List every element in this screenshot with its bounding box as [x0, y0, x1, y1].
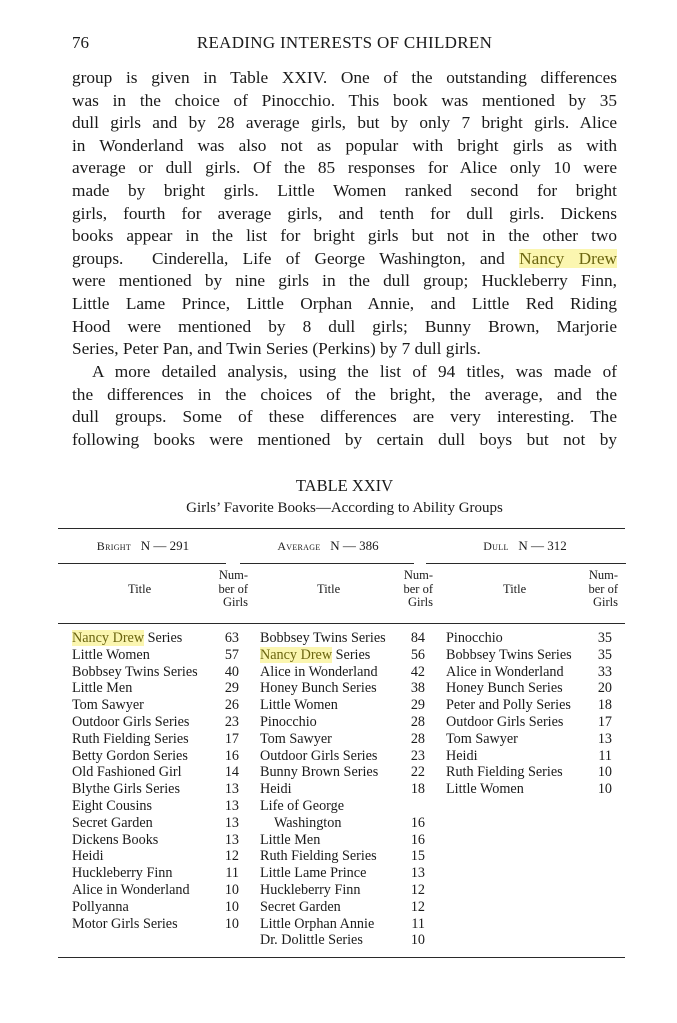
- column-dull: [446, 630, 612, 798]
- book-title: [72, 680, 132, 697]
- book-title: [72, 798, 152, 815]
- table-bottom-rule: [58, 957, 625, 958]
- number-of-girls: 13: [224, 831, 239, 848]
- highlight-nancy-drew: Nancy Drew: [72, 630, 145, 646]
- title-text: Old Fashioned Girl: [72, 764, 182, 781]
- text-line: books appear in the list for bright girls but not in the other two: [72, 226, 617, 246]
- book-title: [72, 647, 150, 664]
- number-of-girls: 33: [597, 663, 612, 680]
- group-header-dull: [430, 538, 620, 554]
- title-text: Tom Sawyer: [260, 730, 332, 747]
- table-row: [72, 731, 239, 748]
- table-row: [260, 899, 425, 916]
- col-header-number: [385, 569, 433, 610]
- number-of-girls: 16: [224, 747, 239, 764]
- book-title: [72, 832, 158, 849]
- title-text: Alice in Wonderland: [446, 663, 564, 680]
- table-row: [260, 680, 425, 697]
- table-row: [260, 647, 425, 664]
- book-title: [72, 848, 104, 865]
- number-of-girls: 40: [224, 663, 239, 680]
- title-text: Pinocchio: [446, 630, 503, 646]
- book-title: [72, 697, 144, 714]
- running-header: [72, 33, 617, 57]
- number-of-girls: 35: [597, 630, 612, 646]
- number-of-girls: 23: [410, 747, 425, 764]
- col-header-line: Num-: [403, 568, 433, 582]
- title-text: Outdoor Girls Series: [446, 713, 564, 730]
- number-of-girls: 10: [224, 898, 239, 915]
- col-header-number: [200, 569, 248, 610]
- table-row: [72, 832, 239, 849]
- number-of-girls: 29: [224, 680, 239, 697]
- col-header-title: Title: [317, 582, 341, 596]
- column-average: [260, 630, 425, 949]
- title-text: Ruth Fielding Series: [446, 764, 563, 781]
- title-text: Motor Girls Series: [72, 915, 178, 932]
- number-of-girls: 12: [410, 898, 425, 915]
- group-header-bright: [58, 538, 228, 554]
- table-row: [446, 630, 612, 647]
- book-title: [446, 697, 571, 714]
- group-n: N — 312: [518, 538, 567, 553]
- number-of-girls: 16: [410, 814, 425, 831]
- text-line: dull girls and by 28 average girls, but by only 7 bright girls. Alice: [72, 113, 617, 133]
- book-title: [446, 680, 563, 697]
- title-text: Ruth Fielding Series: [72, 730, 189, 747]
- number-of-girls: 14: [224, 764, 239, 781]
- number-of-girls: 12: [410, 881, 425, 898]
- book-title: [446, 764, 563, 781]
- title-text: Honey Bunch Series: [446, 680, 563, 697]
- table-row: [446, 731, 612, 748]
- title-text: Alice in Wonderland: [260, 663, 378, 680]
- col-header-line: Num-: [588, 568, 618, 582]
- text-line: the differences in the choices of the bright, the average, and the: [72, 384, 617, 404]
- book-title: [446, 630, 503, 647]
- number-of-girls: 13: [224, 797, 239, 814]
- table-row: [446, 664, 612, 681]
- table-row: [260, 781, 425, 798]
- book-title: [260, 748, 377, 765]
- number-of-girls: 23: [224, 713, 239, 730]
- book-title: [260, 630, 386, 647]
- book-title: [260, 714, 317, 731]
- book-title: [72, 714, 189, 731]
- col-header-number: [570, 569, 618, 610]
- col-header-line: ber of: [218, 581, 248, 596]
- book-title: [260, 848, 377, 865]
- title-text: Bunny Brown Series: [260, 764, 379, 781]
- highlight-nancy-drew: Nancy Drew: [519, 248, 617, 268]
- text-line: girls, fourth for average girls, and tenth for dull girls. Dickens: [72, 203, 617, 223]
- title-text: Secret Garden: [72, 814, 153, 831]
- title-text: Tom Sawyer: [72, 697, 144, 714]
- table-row: [72, 781, 239, 798]
- book-title: [260, 764, 378, 781]
- text-line: was in the choice of Pinocchio. This book was mentioned by 35: [72, 90, 617, 110]
- table-row: [260, 714, 425, 731]
- book-title: [72, 630, 182, 647]
- book-title: [260, 932, 363, 949]
- book-title: [72, 899, 129, 916]
- number-of-girls: 26: [224, 697, 239, 714]
- number-of-girls: 57: [224, 646, 239, 663]
- title-text: Little Lame Prince: [260, 865, 367, 882]
- col-header-line: Girls: [593, 595, 618, 609]
- book-title: [72, 664, 198, 681]
- text-line: were mentioned by nine girls in the dull group; Huckleberry Finn,: [72, 271, 617, 291]
- title-text: Ruth Fielding Series: [260, 848, 377, 865]
- table-row: [72, 848, 239, 865]
- table-row: [446, 781, 612, 798]
- number-of-girls: 20: [597, 680, 612, 697]
- table-title: TABLE XXIV: [295, 476, 394, 495]
- number-of-girls: 17: [597, 713, 612, 730]
- number-of-girls: 22: [410, 764, 425, 781]
- table-row: [72, 764, 239, 781]
- table-row: [72, 882, 239, 899]
- table-row: [260, 882, 425, 899]
- number-of-girls: 56: [410, 646, 425, 663]
- number-of-girls: 13: [597, 730, 612, 747]
- title-text: Blythe Girls Series: [72, 781, 180, 798]
- running-title: READING INTERESTS OF CHILDREN: [196, 33, 493, 52]
- title-text: Heidi: [72, 848, 104, 865]
- table-subtitle: Girls’ Favorite Books—According to Ability Groups: [186, 500, 503, 516]
- book-title: [72, 781, 180, 798]
- number-of-girls: 13: [410, 865, 425, 882]
- table-row: [260, 748, 425, 765]
- page-number: 76: [72, 33, 89, 52]
- title-text: Huckleberry Finn: [260, 881, 361, 898]
- table-row: [446, 714, 612, 731]
- number-of-girls: 13: [224, 814, 239, 831]
- title-text: Huckleberry Finn: [72, 865, 173, 882]
- number-of-girls: 10: [597, 781, 612, 798]
- title-text: Bobbsey Twins Series: [72, 663, 198, 680]
- header-bottom-rule: [58, 623, 625, 624]
- number-of-girls: 11: [411, 915, 425, 932]
- table-row: [72, 714, 239, 731]
- number-of-girls: 11: [225, 865, 239, 882]
- number-of-girls: 29: [410, 697, 425, 714]
- book-title: [260, 832, 320, 849]
- table-row: [72, 647, 239, 664]
- title-text: Tom Sawyer: [446, 730, 518, 747]
- number-of-girls: 17: [224, 730, 239, 747]
- column-bright: [72, 630, 239, 932]
- book-title: [72, 882, 190, 899]
- table-row: [260, 865, 425, 882]
- number-of-girls: 16: [410, 831, 425, 848]
- number-of-girls: 12: [224, 848, 239, 865]
- title-text: Betty Gordon Series: [72, 747, 188, 764]
- table-row: [260, 848, 425, 865]
- book-title: [446, 731, 518, 748]
- text-line: following books were mentioned by certain dull boys but not by: [72, 429, 617, 449]
- book-title: [260, 899, 341, 916]
- title-text: Secret Garden: [260, 898, 341, 915]
- book-title: [446, 748, 478, 765]
- group-name: Bright: [96, 539, 132, 553]
- group-header-average: [243, 538, 413, 554]
- table-row: [72, 630, 239, 647]
- title-text: Little Orphan Annie: [260, 915, 375, 932]
- highlight-nancy-drew: Nancy Drew: [260, 646, 333, 663]
- table-row: [72, 916, 239, 933]
- title-text: Little Men: [72, 680, 133, 697]
- table-row: [260, 697, 425, 714]
- title-text: Outdoor Girls Series: [260, 747, 378, 764]
- text-line: group is given in Table XXIV. One of the outstanding differences: [72, 68, 617, 87]
- title-text: Eight Cousins: [72, 797, 153, 814]
- title-suffix: Series: [144, 630, 183, 646]
- number-of-girls: [407, 798, 425, 815]
- col-header-line: ber of: [588, 581, 618, 596]
- table-row: [72, 899, 239, 916]
- book-title: [260, 882, 360, 899]
- number-of-girls: 28: [410, 730, 425, 747]
- title-text: Outdoor Girls Series: [72, 713, 190, 730]
- col-header-line: Girls: [408, 595, 433, 609]
- title-text: Bobbsey Twins Series: [260, 630, 386, 646]
- number-of-girls: 15: [410, 848, 425, 865]
- book-title: [260, 680, 377, 697]
- group-name: Dull: [483, 539, 509, 553]
- table-row: [72, 748, 239, 765]
- book-title: [72, 916, 178, 933]
- title-text: Washington: [274, 814, 342, 831]
- table-row: [446, 647, 612, 664]
- col-header-line: Num-: [218, 568, 248, 582]
- number-of-girls: 35: [597, 646, 612, 663]
- title-text: Pollyanna: [72, 898, 129, 915]
- text-segment: groups. Cinderella, Life of George Washington, and: [72, 248, 520, 268]
- text-line: A more detailed analysis, using the list of 94 titles, was made of: [92, 362, 617, 381]
- title-text: Little Women: [446, 781, 524, 798]
- title-text: Life of George: [260, 797, 345, 814]
- title-text: Alice in Wonderland: [72, 881, 190, 898]
- number-of-girls: 84: [410, 630, 425, 646]
- text-line: average or dull girls. Of the 85 responses for Alice only 10 were: [72, 158, 617, 178]
- number-of-girls: 38: [410, 680, 425, 697]
- table-row: [260, 815, 425, 832]
- group-rule-average: [240, 563, 414, 564]
- book-title: [260, 781, 292, 798]
- title-suffix: Series: [332, 646, 371, 663]
- book-title: [446, 714, 563, 731]
- book-title: [72, 731, 189, 748]
- table-row: [72, 680, 239, 697]
- book-title: [446, 664, 564, 681]
- book-title: [72, 748, 188, 765]
- book-title: [72, 815, 153, 832]
- group-rule-dull: [426, 563, 626, 564]
- table-row: [446, 697, 612, 714]
- number-of-girls: 18: [597, 697, 612, 714]
- title-text: Little Women: [72, 646, 150, 663]
- title-text: Dickens Books: [72, 831, 159, 848]
- book-title: [260, 798, 344, 815]
- group-n: N — 386: [330, 538, 379, 553]
- table-row: [260, 916, 425, 933]
- title-text: Heidi: [446, 747, 478, 764]
- col-header-title: Title: [503, 582, 527, 596]
- book-title: [446, 647, 572, 664]
- group-name: Average: [277, 539, 321, 553]
- table-top-rule: [58, 528, 625, 529]
- number-of-girls: 10: [410, 932, 425, 949]
- book-title: [260, 815, 341, 832]
- table-row: [260, 764, 425, 781]
- paragraph-1: [72, 67, 617, 361]
- number-of-girls: 13: [224, 781, 239, 798]
- title-text: Little Men: [260, 831, 321, 848]
- table-row: [72, 865, 239, 882]
- table-row: [72, 697, 239, 714]
- number-of-girls: 11: [598, 747, 612, 764]
- col-header-line: ber of: [403, 581, 433, 596]
- title-text: Dr. Dolittle Series: [260, 932, 363, 949]
- text-line: dull groups. Some of these differences are very interesting. The: [72, 407, 617, 427]
- book-title: [446, 781, 524, 798]
- title-text: Bobbsey Twins Series: [446, 646, 572, 663]
- paragraph-2: [72, 361, 617, 451]
- title-text: Honey Bunch Series: [260, 680, 377, 697]
- group-rule-bright: [58, 563, 226, 564]
- table-row: [72, 664, 239, 681]
- number-of-girls: 63: [224, 630, 239, 646]
- text-line: Hood were mentioned by 8 dull girls; Bunny Brown, Marjorie: [72, 316, 617, 336]
- book-title: [260, 664, 378, 681]
- col-header-title: Title: [128, 582, 152, 596]
- number-of-girls: 10: [597, 764, 612, 781]
- title-text: Heidi: [260, 781, 292, 798]
- title-text: Pinocchio: [260, 713, 317, 730]
- table-row: [260, 664, 425, 681]
- table-row: [446, 748, 612, 765]
- book-title: [260, 697, 338, 714]
- book-title: [260, 731, 332, 748]
- group-n: N — 291: [140, 538, 190, 553]
- table-row: [446, 764, 612, 781]
- number-of-girls: 42: [410, 663, 425, 680]
- text-line-highlighted: [72, 248, 617, 271]
- table-row: [260, 832, 425, 849]
- table-row: [260, 731, 425, 748]
- number-of-girls: 18: [410, 781, 425, 798]
- title-text: Little Women: [260, 697, 338, 714]
- book-title: [260, 865, 366, 882]
- text-line: Series, Peter Pan, and Twin Series (Perkins) by 7 dull girls.: [72, 339, 481, 359]
- table-row: [260, 630, 425, 647]
- table-row: [446, 680, 612, 697]
- table-row: [260, 932, 425, 949]
- book-title: [260, 647, 370, 664]
- number-of-girls: 28: [410, 713, 425, 730]
- col-header-line: Girls: [223, 595, 248, 609]
- number-of-girls: 10: [224, 915, 239, 932]
- text-line: made by bright girls. Little Women ranked second for bright: [72, 180, 617, 200]
- title-text: Peter and Polly Series: [446, 697, 571, 714]
- text-line: in Wonderland was also not as popular with bright girls as with: [72, 135, 617, 155]
- number-of-girls: 10: [224, 881, 239, 898]
- text-line: Little Lame Prince, Little Orphan Annie, and Little Red Riding: [72, 293, 617, 313]
- table-row: [72, 798, 239, 815]
- table-row: [72, 815, 239, 832]
- book-title: [260, 916, 374, 933]
- book-title: [72, 865, 172, 882]
- book-title: [72, 764, 182, 781]
- table-row: [260, 798, 425, 815]
